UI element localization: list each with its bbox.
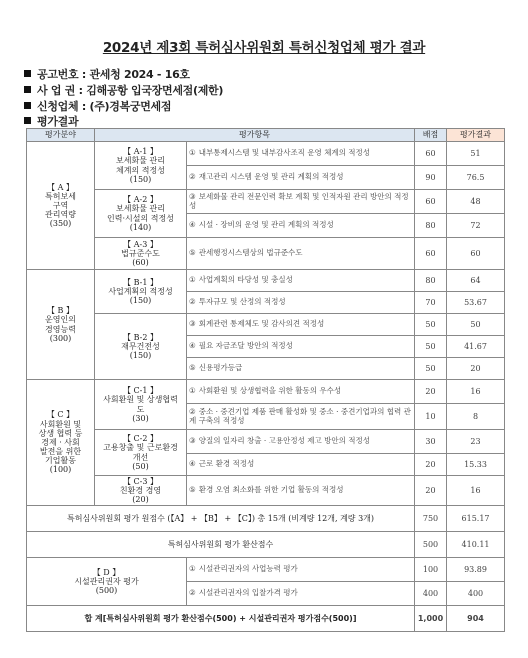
- bullet-square-icon: [24, 70, 31, 77]
- table-row: [27, 270, 505, 292]
- result-cell: 50: [447, 314, 505, 336]
- table-row: [27, 190, 505, 214]
- notice-number: 공고번호 : 관세청 2024 - 16호: [24, 66, 190, 82]
- item-cell: ② 재고관리 시스템 운영 및 관리 계획의 적정성: [187, 166, 415, 190]
- header-area: 평가분야: [27, 129, 95, 142]
- table-row: [27, 314, 505, 336]
- result-cell: 8: [447, 404, 505, 430]
- points-cell: 100: [415, 558, 447, 582]
- table-row: [27, 380, 505, 404]
- grand-total-points: 1,000: [415, 606, 447, 632]
- result-cell: 51: [447, 142, 505, 166]
- result-cell: 16: [447, 380, 505, 404]
- result-cell: 41.67: [447, 336, 505, 358]
- item-cell: ① 시설관리권자의 사업능력 평가: [187, 558, 415, 582]
- item-cell: ④ 근로 환경 적정성: [187, 454, 415, 476]
- result-cell: 400: [447, 582, 505, 606]
- result-cell: 64: [447, 270, 505, 292]
- result-cell: 23: [447, 430, 505, 454]
- bullet-square-icon: [24, 102, 31, 109]
- item-cell: ⑤ 관세행정시스템상의 법규준수도: [187, 238, 415, 270]
- subtotal-row: [27, 506, 505, 532]
- table-row: [27, 142, 505, 166]
- item-cell: ① 사업계획의 타당성 및 충실성: [187, 270, 415, 292]
- grand-total-label: 합 계[특허심사위원회 평가 환산점수(500) + 시설관리권자 평가점수(500)]: [27, 606, 415, 632]
- item-cell: ④ 시설 · 장비의 운영 및 관리 계획의 적정성: [187, 214, 415, 238]
- result-cell: 72: [447, 214, 505, 238]
- result-cell: 16: [447, 476, 505, 506]
- points-cell: 90: [415, 166, 447, 190]
- b2-label: 【 B-2 】 재무건전성 (150): [95, 314, 187, 380]
- item-cell: ③ 보세화물 관리 전문인력 확보 계획 및 인적자원 관리 방안의 적정성: [187, 190, 415, 214]
- item-cell: ⑤ 환경 오염 최소화를 위한 기업 활동의 적정성: [187, 476, 415, 506]
- evaluation-table: [26, 128, 505, 632]
- points-cell: 80: [415, 270, 447, 292]
- item-cell: ② 중소 · 중견기업 제품 판매 활성화 및 중소 · 중견기업과의 협력 관계 구축의 적정성: [187, 404, 415, 430]
- points-cell: 70: [415, 292, 447, 314]
- points-cell: 30: [415, 430, 447, 454]
- page-title: 2024년 제3회 특허심사위원회 특허신청업체 평가 결과: [102, 40, 426, 56]
- applicant: 신청업체 : (주)경복궁면세점: [24, 98, 171, 114]
- evaluation-result-heading: 평가결과: [24, 113, 78, 129]
- a1-label: 【 A-1 】 보세화물 관리 체계의 적정성 (150): [95, 142, 187, 190]
- item-cell: ① 사회환원 및 상생협력을 위한 활동의 우수성: [187, 380, 415, 404]
- c1-label: 【 C-1 】 사회환원 및 상생협력 도 (30): [95, 380, 187, 430]
- item-cell: ⑤ 신용평가등급: [187, 358, 415, 380]
- points-cell: 60: [415, 142, 447, 166]
- points-cell: 80: [415, 214, 447, 238]
- subtotal-result: 615.17: [447, 506, 505, 532]
- header-points: 배점: [415, 129, 447, 142]
- grand-total-row: [27, 606, 505, 632]
- group-a-label: 【 A 】 특허보세 구역 관리역량 (350): [27, 142, 95, 270]
- item-cell: ② 투자규모 및 산정의 적정성: [187, 292, 415, 314]
- converted-row: [27, 532, 505, 558]
- a2-label: 【 A-2 】 보세화물 관리 인력·시설의 적정성 (140): [95, 190, 187, 238]
- table-row: [27, 430, 505, 454]
- b1-label: 【 B-1 】 사업계획의 적정성 (150): [95, 270, 187, 314]
- item-cell: ① 내부통제시스템 및 내부감사조직 운영 체계의 적정성: [187, 142, 415, 166]
- result-cell: 60: [447, 238, 505, 270]
- result-cell: 76.5: [447, 166, 505, 190]
- header-result: 평가결과: [447, 129, 505, 142]
- group-b-label: 【 B 】 운영인의 경영능력 (300): [27, 270, 95, 380]
- subtotal-label: 특허심사위원회 평가 원점수 (【A】 + 【B】 + 【C】) 총 15개 (비계량 12개, 계량 3개): [27, 506, 415, 532]
- group-c-label: 【 C 】 사회환원 및 상생 협력 등 경제 · 사회 발전을 위한 기업활동 (100): [27, 380, 95, 506]
- converted-points: 500: [415, 532, 447, 558]
- points-cell: 20: [415, 476, 447, 506]
- converted-result: 410.11: [447, 532, 505, 558]
- item-cell: ④ 필요 자금조달 방안의 적정성: [187, 336, 415, 358]
- group-d-label: 【 D 】 시설관리권자 평가 (500): [27, 558, 187, 606]
- bullet-square-icon: [24, 86, 31, 93]
- table-row: [27, 238, 505, 270]
- item-cell: ③ 회계관련 통제체도 및 감사의견 적정성: [187, 314, 415, 336]
- a3-label: 【 A-3 】 법규준수도 (60): [95, 238, 187, 270]
- result-cell: 93.89: [447, 558, 505, 582]
- item-cell: ③ 양질의 일자리 창출 · 고용안정성 제고 방안의 적정성: [187, 430, 415, 454]
- points-cell: 50: [415, 358, 447, 380]
- table-row: [27, 558, 505, 582]
- result-cell: 15.33: [447, 454, 505, 476]
- grand-total-result: 904: [447, 606, 505, 632]
- result-cell: 53.67: [447, 292, 505, 314]
- result-cell: 20: [447, 358, 505, 380]
- item-cell: ② 시설관리권자의 입찰가격 평가: [187, 582, 415, 606]
- subtotal-points: 750: [415, 506, 447, 532]
- c2-label: 【 C-2 】 고용창출 및 근로환경 개선 (50): [95, 430, 187, 476]
- table-header-row: [27, 129, 505, 142]
- bullet-square-icon: [24, 117, 31, 124]
- points-cell: 400: [415, 582, 447, 606]
- points-cell: 10: [415, 404, 447, 430]
- business-right: 사 업 권 : 김해공항 입국장면세점(제한): [24, 82, 223, 98]
- points-cell: 60: [415, 190, 447, 214]
- result-cell: 48: [447, 190, 505, 214]
- c3-label: 【 C-3 】 친환경 경영 (20): [95, 476, 187, 506]
- points-cell: 50: [415, 314, 447, 336]
- points-cell: 20: [415, 380, 447, 404]
- converted-label: 특허심사위원회 평가 환산점수: [27, 532, 415, 558]
- points-cell: 60: [415, 238, 447, 270]
- points-cell: 50: [415, 336, 447, 358]
- table-row: [27, 476, 505, 506]
- points-cell: 20: [415, 454, 447, 476]
- header-item: 평가항목: [95, 129, 415, 142]
